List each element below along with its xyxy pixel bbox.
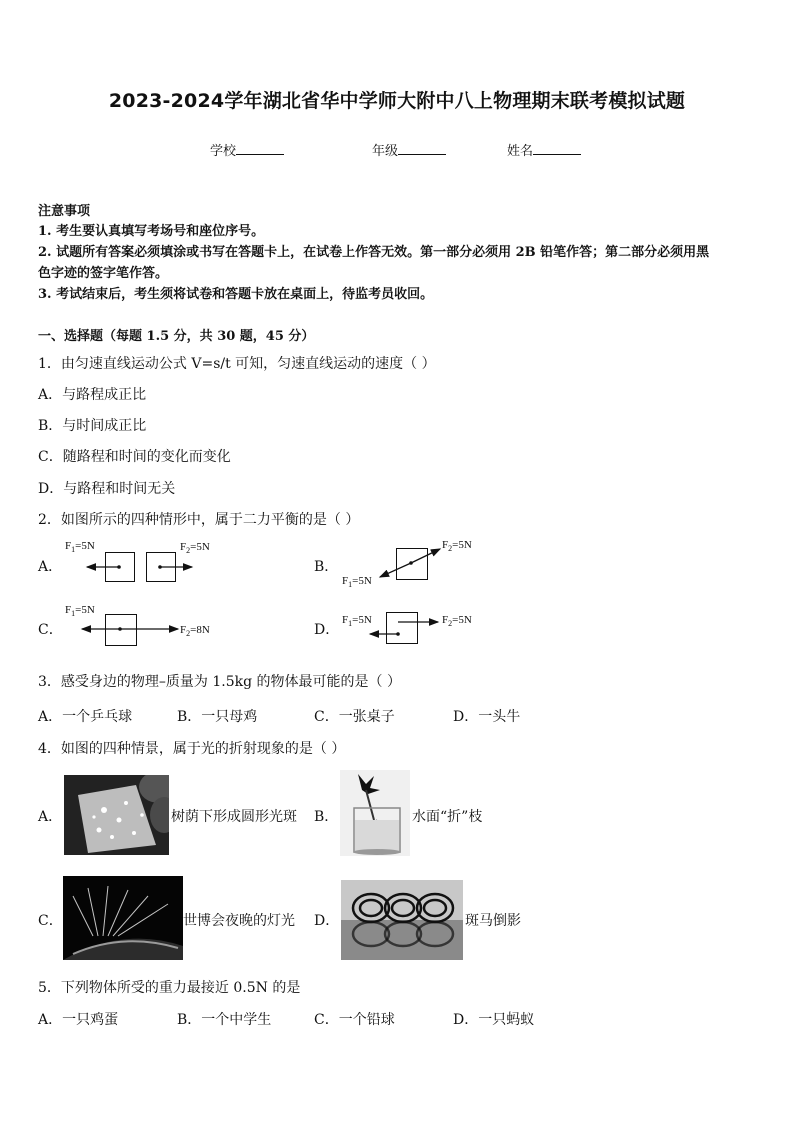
q1-option-a[interactable]: A．与路程成正比 xyxy=(38,387,147,403)
q4-photo-a xyxy=(64,775,169,855)
name-field[interactable] xyxy=(507,140,581,159)
q3-option-b[interactable]: B．一只母鸡 xyxy=(177,709,258,725)
force-label-f2: $F_2=8N$ xyxy=(180,624,210,639)
q2-option-d[interactable]: D． xyxy=(314,622,340,638)
q2-figure-d xyxy=(338,604,488,652)
notice-item-3: 3. 考试结束后，考生须将试卷和答题卡放在桌面上，待监考员收回。 xyxy=(38,287,434,302)
school-label: 学校 xyxy=(210,144,237,159)
notice-item-2-cont: 色字迹的签字笔作答。 xyxy=(38,266,169,281)
notice-item-2: 2. 试题所有答案必须填涂或书写在答题卡上，在试卷上作答无效。第一部分必须用 2B 铅笔作答；第二部分必须用黑 xyxy=(38,245,710,260)
q3-option-c[interactable]: C．一张桌子 xyxy=(314,709,395,725)
q4-caption-b: 水面“折”枝 xyxy=(412,809,483,825)
q4-option-d[interactable]: D． xyxy=(314,913,340,929)
q2-figure-b xyxy=(338,535,488,593)
q3-option-a[interactable]: A．一个乒乓球 xyxy=(38,709,133,725)
q1-option-b[interactable]: B．与时间成正比 xyxy=(38,418,147,434)
force-label-f2: $F_2=5N$ xyxy=(442,614,472,629)
grade-field[interactable] xyxy=(372,140,446,159)
grade-blank[interactable] xyxy=(398,142,446,155)
force-label-f1: $F_1=5N$ xyxy=(65,540,95,555)
force-label-f1: $F_1=5N$ xyxy=(342,575,372,590)
q2-figure-a xyxy=(60,540,220,588)
q4-photo-d xyxy=(341,880,463,960)
q4-option-b[interactable]: B． xyxy=(314,809,339,825)
q4-caption-d: 斑马倒影 xyxy=(465,913,521,929)
school-blank[interactable] xyxy=(236,142,284,155)
q2-option-a[interactable]: A． xyxy=(38,559,63,575)
question-1-stem: 1．由匀速直线运动公式 V=s/t 可知，匀速直线运动的速度（ ） xyxy=(38,356,436,372)
school-field[interactable] xyxy=(210,140,284,159)
force-arrows xyxy=(338,535,488,593)
force-arrows xyxy=(60,604,230,652)
notice-item-1: 1. 考生要认真填写考场号和座位序号。 xyxy=(38,224,265,239)
q4-photo-b xyxy=(340,770,410,856)
name-label: 姓名 xyxy=(507,144,534,159)
q5-option-d[interactable]: D．一只蚂蚁 xyxy=(453,1012,535,1028)
notice-heading: 注意事项 xyxy=(38,204,91,219)
q1-option-c[interactable]: C．随路程和时间的变化而变化 xyxy=(38,449,231,465)
q4-caption-a: 树荫下形成圆形光斑 xyxy=(171,809,297,825)
glass-stick-image xyxy=(340,770,410,856)
force-label-f1: $F_1=5N$ xyxy=(342,614,372,629)
section-heading: 一、选择题（每题 1.5 分，共 30 题，45 分） xyxy=(38,329,315,344)
force-label-f1: $F_1=5N$ xyxy=(65,604,95,619)
q5-option-a[interactable]: A．一只鸡蛋 xyxy=(38,1012,119,1028)
q4-photo-c xyxy=(63,876,183,960)
name-blank[interactable] xyxy=(533,142,581,155)
q2-option-c[interactable]: C． xyxy=(38,622,63,638)
q2-option-b[interactable]: B． xyxy=(314,559,339,575)
q1-option-d[interactable]: D．与路程和时间无关 xyxy=(38,481,176,497)
page-title: 2023-2024学年湖北省华中学师大附中八上物理期末联考模拟试题 xyxy=(108,90,686,112)
q5-option-b[interactable]: B．一个中学生 xyxy=(177,1012,272,1028)
q4-option-a[interactable]: A． xyxy=(38,809,63,825)
force-arrows xyxy=(60,540,220,588)
force-label-f2: $F_2=5N$ xyxy=(180,541,210,556)
q2-figure-c xyxy=(60,604,230,652)
zebra-reflection-image xyxy=(341,880,463,960)
expo-lights-image xyxy=(63,876,183,960)
grade-label: 年级 xyxy=(372,144,399,159)
question-4-stem: 4．如图的四种情景，属于光的折射现象的是（ ） xyxy=(38,741,346,757)
question-3-stem: 3．感受身边的物理–质量为 1.5kg 的物体最可能的是（ ） xyxy=(38,674,401,690)
q4-caption-c: 世博会夜晚的灯光 xyxy=(183,913,295,929)
force-label-f2: $F_2=5N$ xyxy=(442,539,472,554)
q4-option-c[interactable]: C． xyxy=(38,913,63,929)
q3-option-d[interactable]: D．一头牛 xyxy=(453,709,521,725)
force-arrows xyxy=(338,604,488,652)
tree-shade-image xyxy=(64,775,169,855)
question-5-stem: 5．下列物体所受的重力最接近 0.5N 的是 xyxy=(38,980,301,996)
question-2-stem: 2．如图所示的四种情形中，属于二力平衡的是（ ） xyxy=(38,512,360,528)
q5-option-c[interactable]: C．一个铅球 xyxy=(314,1012,395,1028)
